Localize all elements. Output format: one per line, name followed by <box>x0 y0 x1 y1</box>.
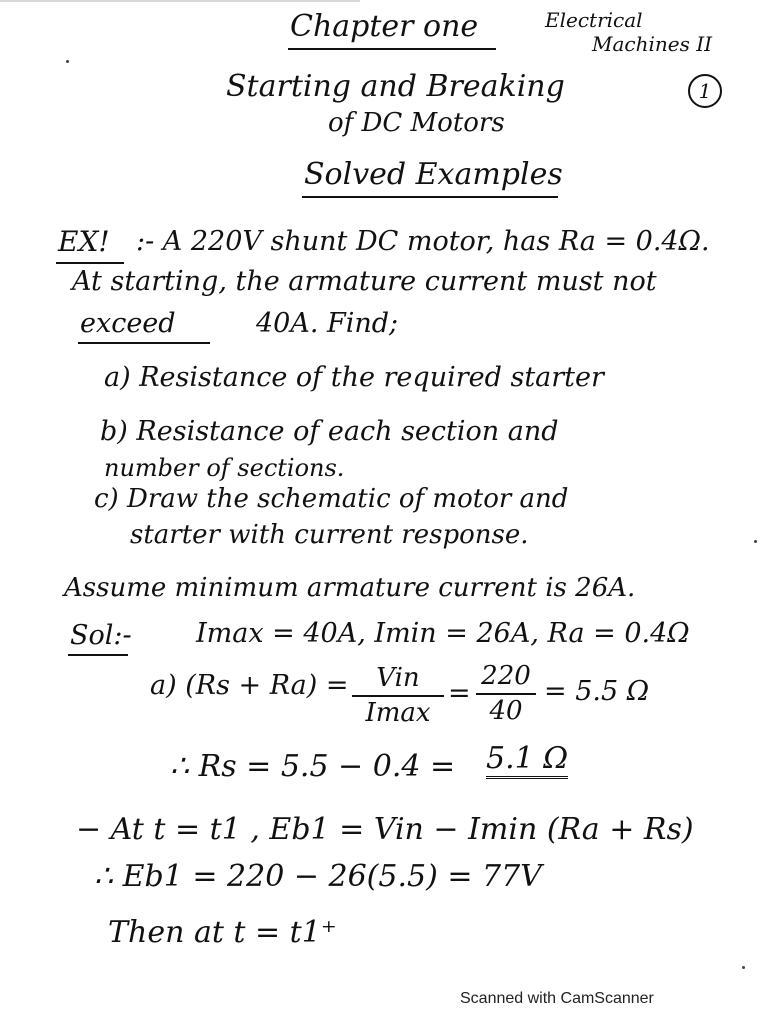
example-line2: At starting, the armature current must not <box>72 266 657 297</box>
given-values: Imax = 40A, Imin = 26A, Ra = 0.4Ω <box>196 618 690 649</box>
example-label: EX! <box>58 225 110 258</box>
part-a-lhs: a) (Rs + Ra) = <box>150 670 349 701</box>
then-line: Then at t = t1⁺ <box>108 915 337 950</box>
eb1-equation: − At t = t1 , Eb1 = Vin − Imin (Ra + Rs) <box>76 812 694 847</box>
course-name-line2: Machines II <box>592 32 713 56</box>
example-exceed-word: exceed <box>80 308 176 339</box>
course-name-line1: Electrical <box>545 8 643 32</box>
part-a-result: = 5.5 Ω <box>544 676 650 707</box>
eb1-value: ∴ Eb1 = 220 − 26(5.5) = 77V <box>94 859 542 894</box>
section-title: Solved Examples <box>304 157 563 192</box>
ink-dot <box>754 540 757 543</box>
fraction-denominator: 40 <box>489 695 523 726</box>
item-b-line1: b) Resistance of each section and <box>100 416 559 447</box>
rs-answer: 5.1 Ω <box>486 744 568 779</box>
example-line1: :- A 220V shunt DC motor, has Ra = 0.4Ω. <box>136 226 710 257</box>
item-b-line2: number of sections. <box>104 454 345 482</box>
exceed-underline <box>78 342 210 344</box>
fraction-bar <box>352 695 444 697</box>
title-underline <box>288 48 496 50</box>
fraction-denominator: Imax <box>365 697 431 728</box>
equals-sign: = <box>448 678 471 709</box>
item-c-line2: starter with current response. <box>130 520 529 550</box>
page-number: 1 <box>688 74 722 108</box>
assumption: Assume minimum armature current is 26A. <box>64 573 636 603</box>
fraction-numerator: Vin <box>376 663 420 693</box>
fraction-numerator: 220 <box>481 661 531 691</box>
item-c-line1: c) Draw the schematic of motor and <box>94 484 569 514</box>
fraction-bar <box>476 693 536 695</box>
fraction-220-over-40 <box>476 662 536 725</box>
rs-equation: ∴ Rs = 5.5 − 0.4 = <box>170 749 456 784</box>
page-edge <box>0 0 360 2</box>
fraction-vin-over-imax <box>352 664 444 727</box>
example-line3: 40A. Find; <box>256 308 399 339</box>
solution-label-suffix: :- <box>113 620 132 651</box>
scanner-watermark: Scanned with CamScanner <box>460 990 654 1007</box>
solution-label <box>70 622 132 649</box>
item-a: a) Resistance of the required starter <box>104 362 604 393</box>
solution-label-underline <box>68 654 128 656</box>
ink-dot <box>66 60 69 63</box>
example-label-underline <box>56 262 124 264</box>
solution-label-text: Sol <box>70 620 114 651</box>
chapter-title: Chapter one <box>290 9 479 44</box>
topic-line2: of DC Motors <box>328 108 505 138</box>
section-title-underline <box>302 196 558 198</box>
topic-line1: Starting and Breaking <box>226 69 565 104</box>
ink-dot <box>742 966 745 969</box>
